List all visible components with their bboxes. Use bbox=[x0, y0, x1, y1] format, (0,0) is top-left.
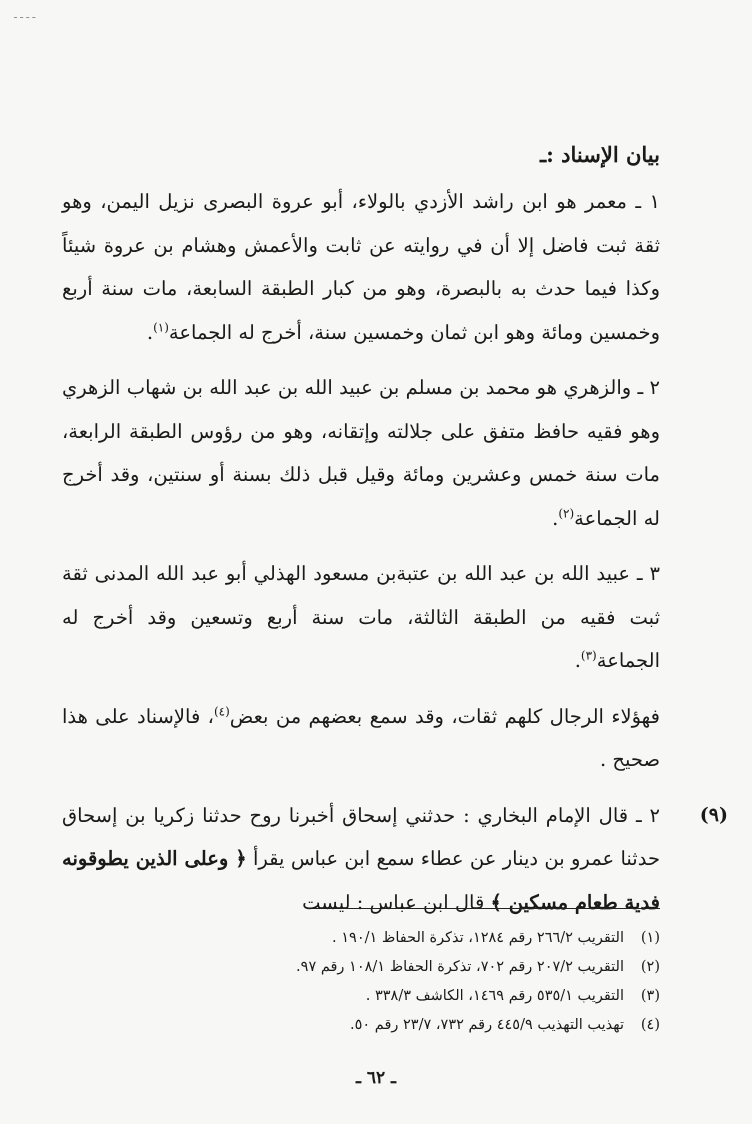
footnote-ref[interactable]: (٣) bbox=[580, 648, 597, 663]
hadith-paragraph bbox=[62, 794, 728, 925]
header-mark: ـ ـ ـ ـ bbox=[14, 10, 36, 21]
paragraph-end: . bbox=[574, 649, 581, 672]
footnote-number: (٣) bbox=[640, 988, 660, 1004]
quran-verse: ﴿ وعلى الذين يطوقونه فدية طعام مسكين ﴾ bbox=[62, 847, 660, 914]
footnote-number: (١) bbox=[640, 930, 660, 946]
section-heading: بيان الإسناد :ـ bbox=[539, 142, 660, 167]
hadith-text-continued: قال ابن عباس : ليست bbox=[302, 890, 485, 914]
footnote-item bbox=[62, 953, 660, 982]
hadith-text: ٢ ـ قال الإمام البخاري : حدثني إسحاق أخبرنا روح حدثنا زكريا بن إسحاق حدثنا عمرو بن دينار عن عطاء سمع ابن عباس يقرأ bbox=[62, 803, 660, 870]
footnote-divider bbox=[308, 908, 660, 909]
paragraph-narrator-3 bbox=[62, 552, 660, 683]
footnote-number: (٤) bbox=[640, 1017, 660, 1033]
main-text bbox=[62, 140, 728, 924]
footnote-ref[interactable]: (٢) bbox=[558, 506, 575, 520]
paragraph-text: ٢ ـ والزهري هو محمد بن مسلم بن عبيد الله بن عبد الله بن شهاب الزهري وهو فقيه حافظ متفق على جلالته وإتقانه، وهو من رؤوس الطبقة الرابعة، مات سنة خمس وعشرين ومائة وقيل قبل ذلك بسنة أو سنتين، وقد أخرج له الجماعة bbox=[62, 376, 660, 530]
footnote-text: التقريب ٢٠٧/٢ رقم ٧٠٢، تذكرة الحفاظ ١٠٨/١ رقم ٩٧. bbox=[296, 959, 624, 975]
page-number: ـ ٦٢ ـ bbox=[355, 1068, 397, 1088]
footnote-text: تهذيب التهذيب ٤٤٥/٩ رقم ٧٣٢، ٢٣/٧ رقم ٥٠. bbox=[350, 1017, 624, 1033]
footnote-text: التقريب ٥٣٥/١ رقم ١٤٦٩، الكاشف ٣٣٨/٣ . bbox=[365, 988, 624, 1004]
footnote-item bbox=[62, 982, 660, 1011]
footnote-ref[interactable]: (١) bbox=[153, 320, 169, 334]
hadith-number: (٩) bbox=[699, 803, 728, 826]
paragraph-end: . bbox=[552, 506, 559, 530]
footnote-text: التقريب ٢٦٦/٢ رقم ١٢٨٤، تذكرة الحفاظ ١٩٠/١ . bbox=[332, 930, 624, 946]
paragraph-end: ، فالإسناد على هذا صحيح . bbox=[62, 704, 660, 771]
paragraph-narrator-1 bbox=[62, 180, 660, 354]
footnote-ref[interactable]: (٤) bbox=[213, 704, 230, 718]
paragraph-text: ١ ـ معمر هو ابن راشد الأزدي بالولاء، أبو عروة البصرى نزيل اليمن، وهو ثقة ثبت فاضل إلا أن في روايته عن ثابت والأعمش وهشام بن عروة شيئاً وكذا فيما حدث به بالبصرة، وهو من كبار الطبقة السابعة، مات سنة أربع وخمسين ومائة وهو ابن ثمان وخمسين سنة، أخرج له الجماعة bbox=[62, 190, 660, 344]
paragraph-text: ٣ ـ عبيد الله بن عبد الله بن عتبةبن مسعود الهذلي أبو عبد الله المدنى ثقة ثبت فقيه من الطبقة الثالثة، مات سنة أربع وتسعين وقد أخرج له الجماعة bbox=[62, 562, 660, 672]
footnotes bbox=[62, 924, 660, 1040]
paragraph-end: . bbox=[146, 320, 154, 344]
footnote-item bbox=[62, 924, 660, 953]
paragraph-narrator-2 bbox=[62, 366, 660, 540]
footnote-number: (٢) bbox=[640, 959, 660, 975]
paragraph-conclusion bbox=[62, 695, 660, 782]
footnote-item bbox=[62, 1011, 660, 1040]
paragraph-text: فهؤلاء الرجال كلهم ثقات، وقد سمع بعضهم من بعض bbox=[229, 704, 660, 728]
